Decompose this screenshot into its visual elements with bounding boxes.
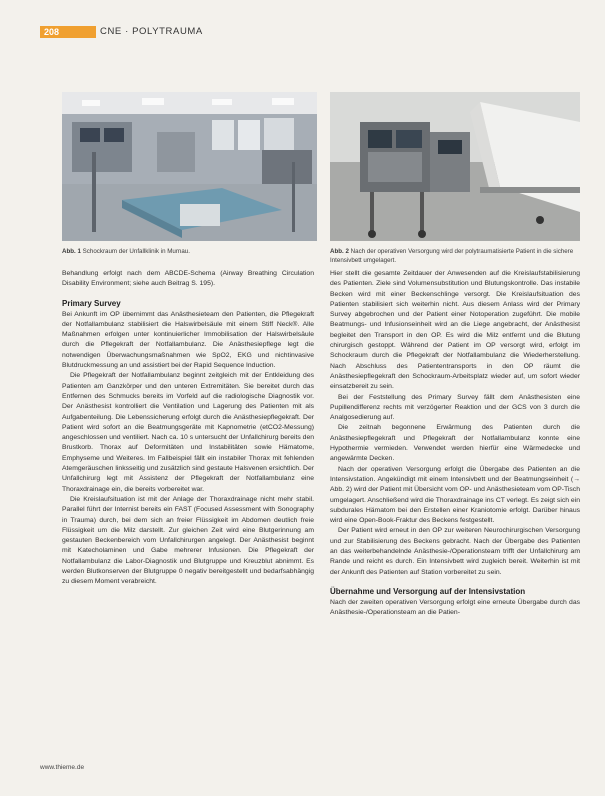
figure-1-caption (62, 247, 317, 256)
left-intro: Behandlung erfolgt nach dem ABCDE-Schema (Airway Breathing Circulation Disability Environment; siehe auch Beitrag S. 195). (62, 270, 314, 288)
figure-1-label: Abb. 1 (62, 248, 81, 255)
running-head: CNE · POLYTRAUMA (100, 26, 203, 37)
figure-2-caption (330, 247, 580, 265)
right-paragraph-5: Der Patient wird erneut in den OP zur weiteren Neurochirurgischen Versorgung und zur Stabilisierung des Beckens gebracht. Nach der Übergabe des Patienten an das weiterbehandelnde Anästhesie-/Operationsteam trifft der Unfallchirurg am Rande und reicht es durch. Ein Intensivbett wird zugleich bereit. Weiterhin ist mit der Ankunft des Patienten auf Station vorbereitet zu sein. (330, 527, 580, 576)
figure-2-text: Nach der operativen Versorgung wird der polytraumatisierte Patient in die sichere Intensivbett umgelagert. (330, 248, 574, 264)
right-paragraph-3: Die zeitnah begonnene Erwärmung des Patienten durch die Anästhesiepflegekraft und Pflegekraft der Notfallambulanz konnte eine Hypothermie vermieden. Verwendet werden hierfür eine Wärmedecke und angewärmte Decken. (330, 424, 580, 463)
right-paragraph-2: Bei der Feststellung des Primary Survey fällt dem Anästhesisten eine Pupillendifferenz rechts mit verzögerter Reaktion und der GCS von 3 durch die Analgosedierung auf. (330, 393, 580, 422)
footer-url: www.thieme.de (40, 764, 85, 771)
figure-2-photo (330, 92, 580, 241)
left-paragraph-1: Bei Ankunft im OP übernimmt das Anästhesieteam den Patienten, die Pflegekraft der Notfallambulanz stabilisiert die Halswirbelsäule mit einem Stiff Neck®. Alle Maßnahmen erfolgen unter kontinuierlicher Immobilisation der Halswirbelsäule durch die Pflegekraft der Notfallambulanz. Die Anästhesiepflege legt die notwendigen Überwachungsmaßnahmen wie SpO2, EKG und nichtinvasive Blutdruckmessung an und assistiert bei der Rapid Sequence Induction. (62, 310, 314, 370)
primary-survey-heading: Primary Survey (62, 298, 121, 308)
figure-1-photo (62, 92, 317, 241)
figure-2-label: Abb. 2 (330, 248, 349, 255)
left-paragraph-3: Die Kreislaufsituation ist mit der Anlage der Thoraxdrainage nicht mehr stabil. Parallel führt der Internist bereits ein FAST (Focused Assessment with Sonography in Trauma) durch, bei dem sich an freier Flüssigkeit im Abdomen deutlich freie Flüssigkeit um die Milz darstellt. Zur gleichen Zeit wird eine Blutgerinnung am gestauten Beckenbereich vom Unfallchirurgen angelegt. Der Anästhesist beginnt mit Katecholaminen und Gabe mehrerer Infusionen. Die Pflegekraft der Notfallambulanz die Labor-Diagnostik und Blutgruppe und Kreuzblut abnimmt. Es werden Blutkonserven der Blutgruppe 0 negativ bereitgestellt und bedarfsabhängig zu diesem Moment verabreicht. (62, 495, 314, 586)
right-paragraph-1: Hier stellt die gesamte Zeitdauer der Anwesenden auf die Kreislaufstabilisierung des Patienten. Ziele sind Volumensubstitution und Blutungskontrolle. Das instabile Becken wird mit einer Beckenschlinge versorgt. Die Kreislaufsituation des Patienten stabilisiert sich weiterhin nicht. Aus diesem Anlass wird der Primary Survey abgebrochen und der Patient einer Notoperation zugeführt. Die mobile Beatmungs- und Infusionseinheit wird an die Liege angebracht, der Anästhesist begleitet den Transport in den OP. Es wird die Milz entfernt und die Blutung chirurgisch gestoppt. Während der Patient im OP versorgt wird, erfolgt im Schockraum durch die Pflegekraft der Notfallambulanz die Wiederherstellung. Nach Abschluss des Patiententransports in den OP räumt die Anästhesiepflegekraft den Schockraum-Arbeitsplatz wieder auf, um sofort wieder einsatzbereit zu sein. (330, 270, 580, 391)
right-closing: Nach der zweiten operativen Versorgung erfolgt eine erneute Übergabe durch das Anästhesie-/Operationsteam an die Patien- (330, 598, 580, 617)
left-column (62, 269, 314, 588)
page-number: 208 (40, 26, 96, 38)
icu-heading: Übernahme und Versorgung auf der Intensivstation (330, 586, 526, 596)
right-column (330, 269, 580, 619)
figure-1-text: Schockraum der Unfallklinik in Murnau. (82, 248, 190, 255)
right-paragraph-4: Nach der operativen Versorgung erfolgt die Übergabe des Patienten an die Intensivstation. Angekündigt mit einem Intensivbett und der Beatmungseinheit (→ Abb. 2) wird der Patient mit Übersicht vom OP- und Anästhesieteam vom OP-Tisch umgelagert. Anschließend wird die Thoraxdrainage ins CT verlegt. Es zeigt sich ein subdurales Hämatom bei den Erstellen einer Kraniotomie erfolgt. Darüber hinaus wird eine Open-Book-Fraktur des Beckens festgestellt. (330, 465, 580, 525)
left-paragraph-2: Die Pflegekraft der Notfallambulanz beginnt zeitgleich mit der Entkleidung des Patienten am Ganzkörper und den unteren Extremitäten. Sie bereitet durch das Entfernen des Schmucks bereits im Vorfeld auf die radiologische Diagnostik vor. Der Anästhesist kontrolliert die Ventilation und Lagerung des Patienten mit als Aufgabenteilung. Die Lebenssicherung erfolgt durch die Anästhesiepflegekraft. Der Patient wird sofort an die Beatmungsgeräte mit Kapnometrie (etCO2-Messung) angeschlossen und ventiliert. Nach ca. 10 s untersucht der Unfallchirurg bereits den Brustkorb. Thorax auf Deformitäten und Instabilitäten sowie Hämatome, Emphyseme und Weiteres. Im Fallbeispiel fällt ein instabiler Thorax mit fehlenden Atemgeräuschen linksseitig und zusätzlich sind gestaute Halsvenen ersichtlich. Der Unfallchirurg legt mit Assistenz der Pflegekraft der Notfallambulanz eine Thoraxdrainage ein, die bereits vorbereitet war. (62, 372, 315, 493)
